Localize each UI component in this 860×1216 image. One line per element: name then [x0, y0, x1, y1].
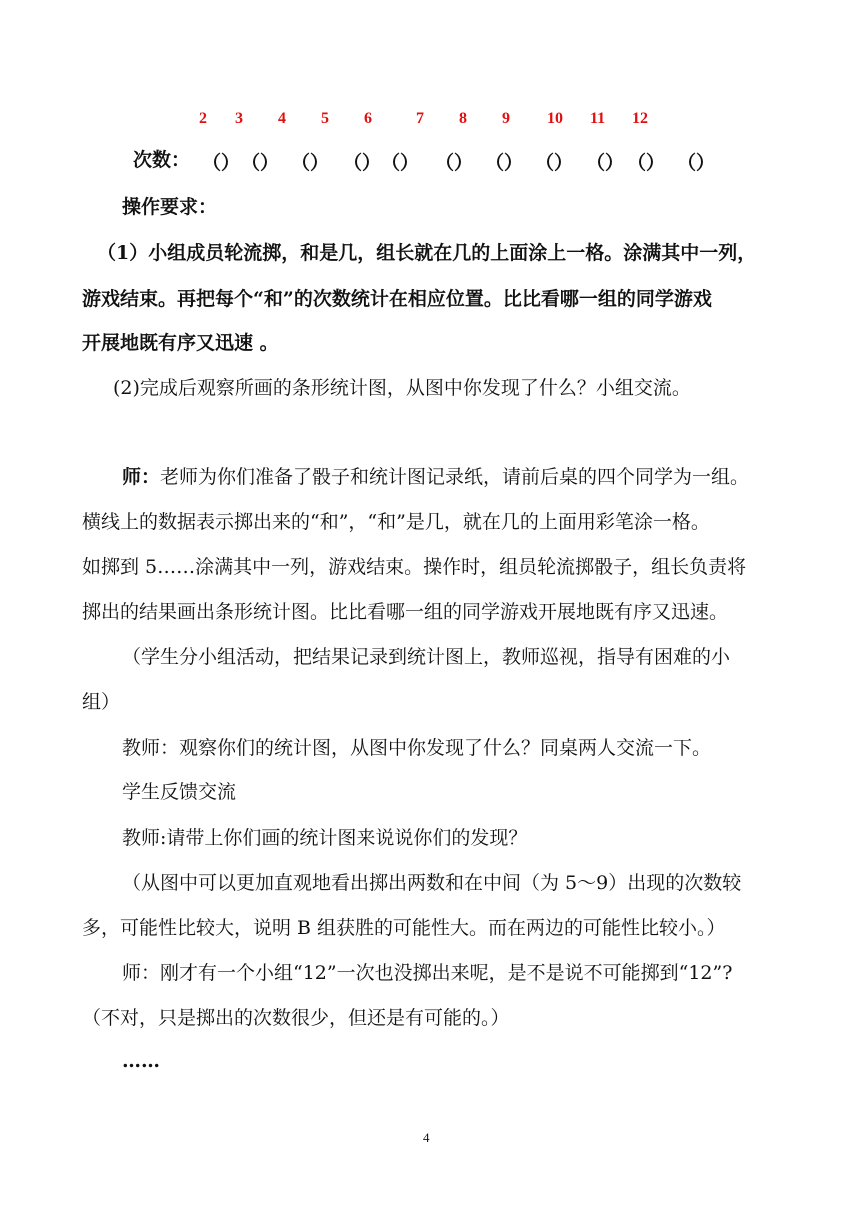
teacher-para-line: 横线上的数据表示掷出来的“和”，“和”是几，就在几的上面用彩笔涂一格。 [82, 511, 710, 533]
teacher-question: 教师:请带上你们画的统计图来说说你们的发现？ [122, 827, 528, 849]
count-blank: （） [381, 152, 420, 174]
teacher-para-text: 老师为你们准备了骰子和统计图记录纸，请前后桌的四个同学为一组。 [160, 466, 750, 488]
count-blank: （） [291, 152, 330, 174]
finding-line: 多，可能性比较大，说明 B 组获胜的可能性大。而在两边的可能性比较小。） [82, 917, 726, 939]
sum-number: 7 [416, 110, 424, 127]
count-blank: （） [627, 152, 666, 174]
ellipsis: …… [122, 1050, 160, 1072]
student-feedback: 学生反馈交流 [122, 781, 237, 803]
finding-line: （从图中可以更加直观地看出掷出两数和在中间（为 5～9）出现的次数较 [122, 872, 742, 894]
requirements-heading: 操作要求： [122, 196, 218, 218]
requirement-line: 游戏结束。再把每个“和”的次数统计在相应位置。比比看哪一组的同学游戏 [82, 288, 712, 310]
teacher-para-line [122, 465, 749, 489]
sum-number: 8 [459, 110, 467, 127]
count-blank: （） [485, 152, 524, 174]
sum-number: 10 [547, 110, 563, 127]
count-blank: （） [677, 152, 716, 174]
requirement-line: (2)完成后观察所画的条形统计图，从图中你发现了什么？小组交流。 [113, 377, 691, 399]
teacher-question: 教师：观察你们的统计图，从图中你发现了什么？同桌两人交流一下。 [122, 737, 712, 759]
speaker-label: 师： [122, 466, 161, 488]
count-blank: （） [343, 152, 382, 174]
sum-number: 6 [364, 110, 372, 127]
count-blank: （） [241, 152, 280, 174]
requirement-line: 开展地既有序又迅速 。 [82, 332, 279, 354]
count-blank: （） [202, 152, 241, 174]
count-blank: （） [586, 152, 625, 174]
activity-note-line: 组） [82, 691, 121, 713]
sum-number: 2 [199, 110, 207, 127]
teacher-para-line: 如掷到 5……涂满其中一列，游戏结束。操作时，组员轮流掷骰子，组长负责将 [82, 556, 747, 578]
count-label: 次数： [133, 149, 191, 171]
sum-number: 12 [632, 110, 648, 127]
sum-number: 11 [590, 110, 606, 127]
sum-number: 4 [278, 110, 286, 127]
teacher-question: 师：刚才有一个小组“12”一次也没掷出来呢，是不是说不可能掷到“12”? [122, 962, 733, 984]
count-blank: （） [435, 152, 474, 174]
answer-line: （不对，只是掷出的次数很少，但还是有可能的。） [82, 1007, 510, 1029]
requirement-line: （1）小组成员轮流掷，和是几，组长就在几的上面涂上一格。涂满其中一列， [97, 242, 757, 264]
count-blank: （） [535, 152, 574, 174]
sum-number: 9 [502, 110, 510, 127]
teacher-para-line: 掷出的结果画出条形统计图。比比看哪一组的同学游戏开展地既有序又迅速。 [82, 601, 729, 623]
sum-number: 3 [235, 110, 243, 127]
activity-note-line: （学生分小组活动，把结果记录到统计图上，教师巡视，指导有困难的小 [122, 646, 731, 668]
page-number: 4 [423, 1130, 430, 1145]
sum-number: 5 [321, 110, 329, 127]
